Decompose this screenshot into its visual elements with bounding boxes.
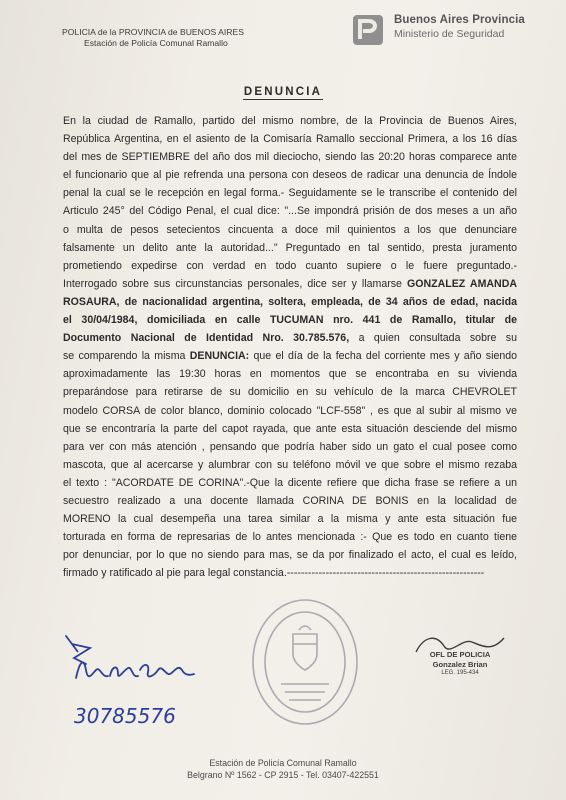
body-line <box>63 293 517 311</box>
body-line <box>63 166 517 184</box>
text-segment: secuestro realizado a una docente llamada CORINA DE BONIS en la localidad de <box>63 494 517 507</box>
text-segment: Interrogado sobre sus circunstancias personales, dice ser y llamarse <box>63 277 407 290</box>
document-title: DENUNCIA <box>243 86 323 98</box>
body-line <box>63 383 517 401</box>
complainant-signature <box>62 630 202 690</box>
header-ministry <box>350 10 560 50</box>
body-line <box>63 420 517 438</box>
denuncia-body <box>63 112 517 582</box>
footer-address: Belgrano Nº 1562 - CP 2915 - Tel. 03407-422551 <box>187 770 379 780</box>
ministry-title: Buenos Aires Provincia <box>394 14 525 26</box>
body-line <box>63 365 517 383</box>
bold-text: DENUNCIA: <box>189 350 250 363</box>
handwritten-id-number <box>68 697 178 731</box>
svg-text:30785576: 30785576 <box>74 704 176 728</box>
body-line <box>63 456 517 474</box>
text-segment: prometiendo expedirse con verdad en todo cuanto supiere o le fuere preguntado.- <box>63 259 517 272</box>
body-line <box>63 148 517 166</box>
text-segment: modelo CORSA de color blanco, dominio colocado "LCF-558" , es que al subir al mismo ve <box>63 404 517 417</box>
body-line <box>63 474 517 492</box>
body-line <box>63 311 517 329</box>
text-segment: MORENO la cual desempeña una tarea similar a la misma y ante esta situación fue <box>63 513 517 526</box>
text-segment: por denunciar, por lo que no siendo para mas, se da por finalizado el acto, el cual es leído, <box>63 549 517 562</box>
officer-stamp <box>400 650 520 679</box>
province-logo-icon <box>350 12 386 48</box>
body-line <box>63 438 517 456</box>
body-line <box>63 546 517 564</box>
header-station-name: Estación de Policía Comunal Ramallo <box>84 38 228 48</box>
body-line <box>63 221 517 239</box>
text-segment: torturada en forma de represarias de lo antes mencionada :- Que es todo en cuanto tiene <box>63 531 517 544</box>
text-segment: preparándose para retirarse de su domicilio en su vehículo de la marca CHEVROLET <box>63 386 517 399</box>
ministry-subtitle: Ministerio de Seguridad <box>394 28 505 40</box>
text-segment: del mes de SEPTIEMBRE del año dos mil dieciocho, siendo las 20:20 horas comparece ante <box>63 151 517 164</box>
body-line <box>63 492 517 510</box>
text-segment: En la ciudad de Ramallo, partido del mismo nombre, de la Provincia de Buenos Aires, <box>63 115 517 127</box>
text-segment: el texto : "ACORDATE DE CORINA".-Que la dicente refiere que dicha frase se refiere a un <box>63 476 517 489</box>
body-line <box>63 528 517 546</box>
body-line <box>63 402 517 420</box>
page-footer <box>0 757 566 781</box>
bold-text: el 30/04/1984, domiciliada en calle TUCUMAN nro. 441 de Ramallo, titular de <box>63 314 517 327</box>
officer-legajo: LEG. 195-434 <box>441 670 479 676</box>
ministry-seal-stamp <box>245 592 365 732</box>
header-police-name: POLICIA de la PROVINCIA de BUENOS AIRES <box>62 27 244 37</box>
text-segment: penal la cual se le recepción en legal forma.- Seguidamente se le transcribe el contenido del <box>63 187 517 200</box>
text-segment: República Argentina, en el asiento de la Comisaría Ramallo seccional Primera, a los 16 días <box>63 133 517 146</box>
text-segment: se comparendo la misma <box>63 350 190 363</box>
body-line <box>63 202 517 220</box>
officer-rank: OFL DE POLICIA <box>429 650 491 659</box>
body-line <box>63 239 517 257</box>
text-segment: mascota, que al acercarse y alumbrar con su teléfono móvil ve que sobre el mismo rezaba <box>63 458 517 471</box>
text-segment: que el día de la fecha del corriente mes y año siendo <box>249 350 517 363</box>
text-segment: aproximadamente las 19:30 horas en momentos que se encontraba en su vivienda <box>63 368 517 381</box>
body-line <box>63 184 517 202</box>
text-segment: para ver con más atención , pensando que podría haber sido un gato el cual posee como <box>63 440 517 453</box>
text-segment: falsamente un delito ante la autoridad..." Preguntado en tal sentido, presta juramento <box>63 241 517 254</box>
text-segment: que se encontraría la parte del capot rayada, que ante esta situación desciende del mismo <box>63 422 517 435</box>
text-segment: firmado y ratificado al pie para legal constancia.-------------------------------------------------------- <box>63 567 485 580</box>
bold-text: Documento Nacional de Identidad Nro. 30.785.576, <box>63 332 350 345</box>
bold-text: ROSAURA, de nacionalidad argentina, soltera, empleada, de 34 años de edad, nacida <box>63 295 517 308</box>
bold-text: GONZALEZ AMANDA <box>407 277 517 290</box>
header-institution <box>62 27 282 49</box>
body-line <box>63 510 517 528</box>
body-line <box>63 130 517 148</box>
officer-name: Gonzalez Brian <box>432 659 488 669</box>
text-segment: el funcionario que al pie refrenda una persona con deseos de radicar una denuncia de Índole <box>63 169 517 182</box>
text-segment: a quien consultada sobre su <box>349 332 517 345</box>
body-line <box>63 275 517 293</box>
text-segment: o multa de pesos setecientos cincuenta a doce mil quinientos a los que denunciare <box>63 223 517 236</box>
text-segment: Articulo 245° del Código Penal, el cual dice: "...Se impondrá prisión de dos meses a un año <box>63 205 517 218</box>
body-line <box>63 564 517 582</box>
body-line <box>63 112 517 130</box>
footer-station: Estación de Policía Comunal Ramallo <box>209 758 357 768</box>
body-line <box>63 257 517 275</box>
body-line <box>63 329 517 347</box>
body-line <box>63 347 517 365</box>
